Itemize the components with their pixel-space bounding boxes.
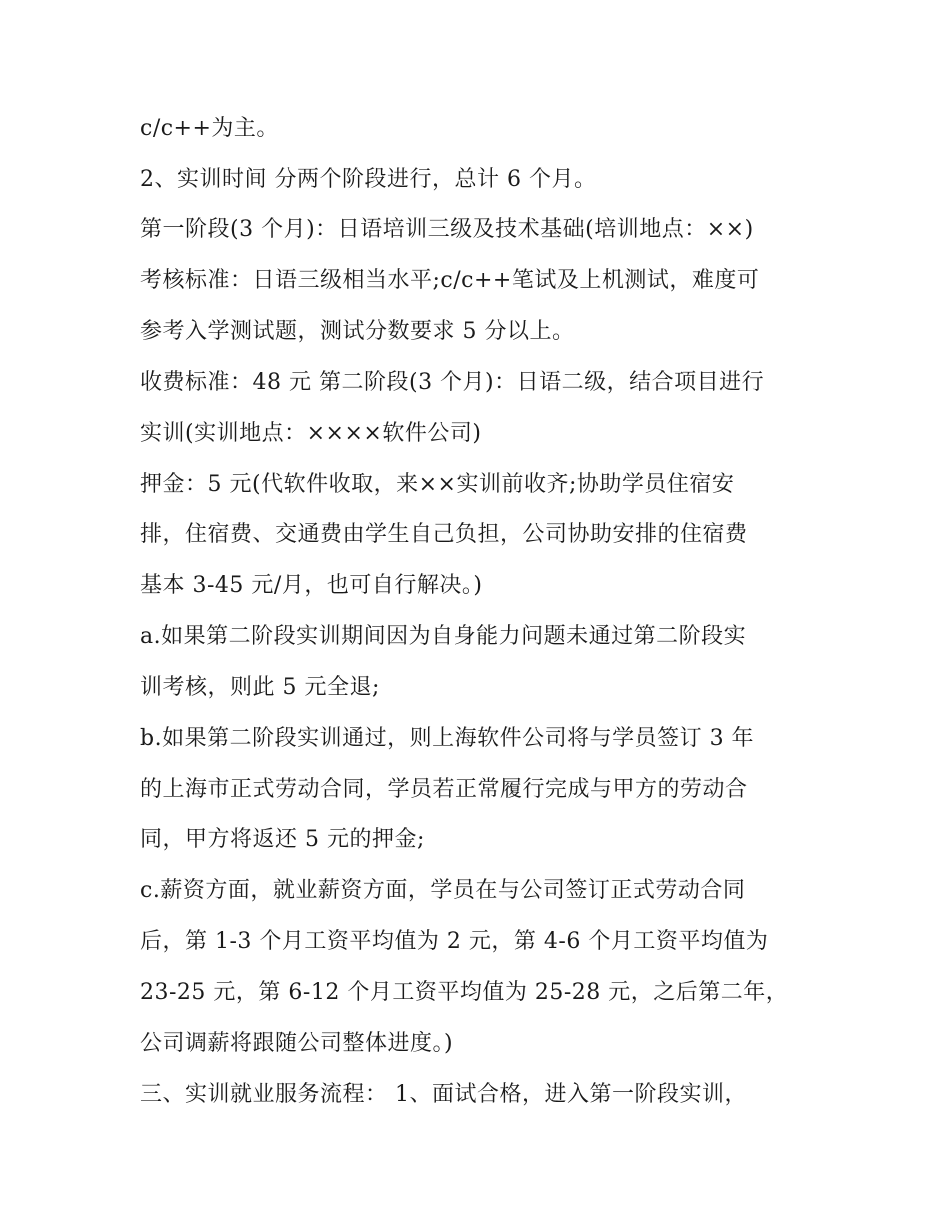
- text-line-9: 排，住宿费、交通费由学生自己负担，公司协助安排的住宿费: [140, 522, 748, 547]
- text-line-18: 23-25 元，第 6-12 个月工资平均值为 25-28 元，之后第二年，: [140, 980, 789, 1005]
- text-line-6: 收费标准：48 元 第二阶段(3 个月)：日语二级，结合项目进行: [140, 370, 765, 395]
- text-line-4: 考核标准：日语三级相当水平;c/c++笔试及上机测试，难度可: [140, 268, 760, 293]
- text-line-20: 三、实训就业服务流程： 1、面试合格，进入第一阶段实训，: [140, 1082, 747, 1107]
- text-line-15: 同，甲方将返还 5 元的押金;: [140, 827, 425, 852]
- text-line-13: b.如果第二阶段实训通过，则上海软件公司将与学员签订 3 年: [140, 726, 755, 751]
- text-line-3: 第一阶段(3 个月)：日语培训三级及技术基础(培训地点：××): [140, 217, 754, 242]
- text-line-11: a.如果第二阶段实训期间因为自身能力问题未通过第二阶段实: [140, 624, 747, 649]
- text-line-17: 后，第 1-3 个月工资平均值为 2 元，第 4-6 个月工资平均值为: [140, 929, 769, 954]
- text-line-19: 公司调薪将跟随公司整体进度。): [140, 1031, 454, 1056]
- text-line-5: 参考入学测试题，测试分数要求 5 分以上。: [140, 319, 575, 344]
- text-line-14: 的上海市正式劳动合同，学员若正常履行完成与甲方的劳动合: [140, 777, 748, 802]
- text-line-10: 基本 3-45 元/月，也可自行解决。): [140, 573, 483, 598]
- text-line-16: c.薪资方面，就业薪资方面，学员在与公司签订正式劳动合同: [140, 878, 746, 903]
- text-line-2: 2、实训时间 分两个阶段进行，总计 6 个月。: [140, 167, 597, 192]
- text-line-7: 实训(实训地点：××××软件公司): [140, 421, 482, 446]
- text-line-8: 押金：5 元(代软件收取，来××实训前收齐;协助学员住宿安: [140, 472, 735, 497]
- text-line-12: 训考核，则此 5 元全退;: [140, 675, 380, 700]
- text-line-1: c/c++为主。: [140, 116, 279, 141]
